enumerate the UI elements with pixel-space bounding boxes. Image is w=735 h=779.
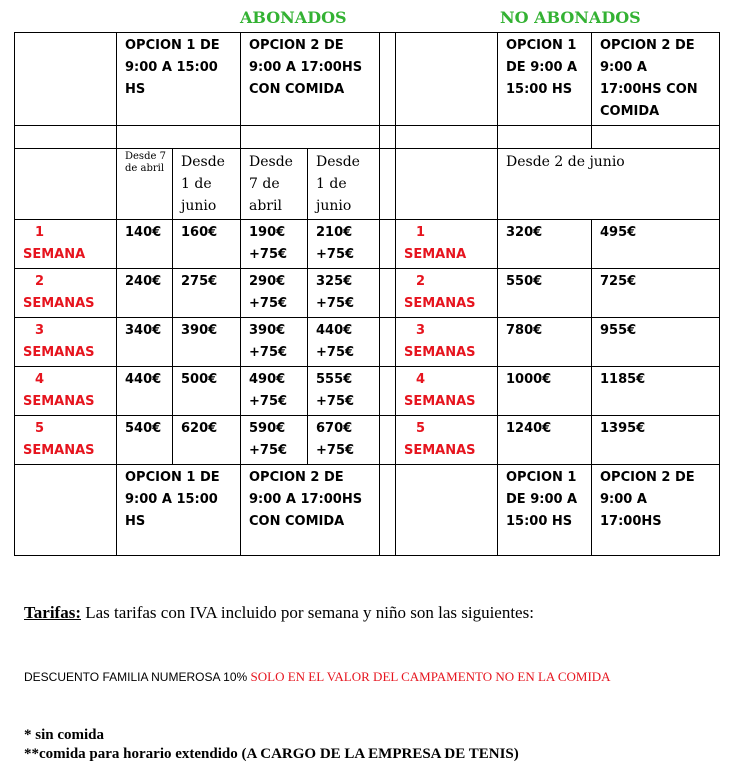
weeks-label: 3 SEMANAS	[15, 318, 117, 367]
note-comida-extendido: **comida para horario extendido (A CARGO DE LA EMPRESA DE TENIS)	[24, 746, 519, 762]
weeks-label: 2 SEMANAS	[15, 269, 117, 318]
price-cell: 320€	[498, 220, 592, 269]
blank-row	[15, 126, 720, 149]
top-header-row	[15, 33, 720, 126]
date-header-abonados-op2-abril: Desde 7 de abril	[241, 149, 308, 220]
separator-cell	[380, 465, 396, 556]
empty-cell	[396, 465, 498, 556]
abonados-option2-header: OPCION 2 DE 9:00 A 17:00HS CON COMIDA	[241, 33, 380, 126]
separator-cell	[380, 149, 396, 220]
abonados-option2-footer: OPCION 2 DE 9:00 A 17:00HS CON COMIDA	[241, 465, 380, 556]
tarifas-label: Tarifas:	[24, 603, 81, 622]
table-row	[15, 416, 720, 465]
no-abonados-header: NO ABONADOS	[500, 8, 641, 27]
descuento-paragraph	[24, 668, 714, 686]
separator-cell	[380, 33, 396, 126]
table-row	[15, 269, 720, 318]
price-cell: 290€ +75€	[241, 269, 308, 318]
descuento-bold: DESCUENTO FAMILIA NUMEROSA 10%	[24, 670, 251, 684]
price-cell: 390€ +75€	[241, 318, 308, 367]
price-cell: 240€	[117, 269, 173, 318]
empty-cell	[117, 126, 241, 149]
price-cell: 540€	[117, 416, 173, 465]
separator-cell	[380, 126, 396, 149]
date-header-row	[15, 149, 720, 220]
weeks-label-no-abonados: 2 SEMANAS	[396, 269, 498, 318]
weeks-label-no-abonados: 1 SEMANA	[396, 220, 498, 269]
price-cell: 190€ +75€	[241, 220, 308, 269]
date-header-no-abonados: Desde 2 de junio	[498, 149, 720, 220]
empty-cell	[592, 126, 720, 149]
no-abonados-option2-footer: OPCION 2 DE 9:00 A 17:00HS	[592, 465, 720, 556]
empty-cell	[396, 149, 498, 220]
price-cell: 210€ +75€	[308, 220, 380, 269]
price-cell: 275€	[173, 269, 241, 318]
abonados-option1-footer: OPCION 1 DE 9:00 A 15:00 HS	[117, 465, 241, 556]
weeks-label: 5 SEMANAS	[15, 416, 117, 465]
note-sin-comida: * sin comida	[24, 727, 105, 743]
tarifas-text: Las tarifas con IVA incluido por semana y niño son las siguientes:	[81, 603, 534, 622]
abonados-header: ABONADOS	[240, 8, 347, 27]
price-cell: 325€ +75€	[308, 269, 380, 318]
price-cell: 1185€	[592, 367, 720, 416]
price-cell: 620€	[173, 416, 241, 465]
price-cell: 340€	[117, 318, 173, 367]
empty-cell	[498, 126, 592, 149]
separator-cell	[380, 318, 396, 367]
weeks-label-no-abonados: 4 SEMANAS	[396, 367, 498, 416]
weeks-label: 4 SEMANAS	[15, 367, 117, 416]
price-cell: 440€ +75€	[308, 318, 380, 367]
price-cell: 440€	[117, 367, 173, 416]
descuento-red: SOLO EN EL VALOR DEL CAMPAMENTO NO EN LA COMIDA	[250, 669, 611, 684]
price-cell: 490€ +75€	[241, 367, 308, 416]
separator-cell	[380, 220, 396, 269]
bottom-header-row	[15, 465, 720, 556]
separator-cell	[380, 367, 396, 416]
empty-cell	[396, 126, 498, 149]
separator-cell	[380, 269, 396, 318]
empty-cell	[15, 149, 117, 220]
table-row	[15, 318, 720, 367]
weeks-label-no-abonados: 3 SEMANAS	[396, 318, 498, 367]
price-cell: 550€	[498, 269, 592, 318]
price-cell: 670€ +75€	[308, 416, 380, 465]
empty-cell	[15, 33, 117, 126]
price-cell: 1000€	[498, 367, 592, 416]
tarifas-line	[24, 603, 534, 623]
price-cell: 495€	[592, 220, 720, 269]
empty-cell	[15, 465, 117, 556]
weeks-label: 1 SEMANA	[15, 220, 117, 269]
no-abonados-option1-header: OPCION 1 DE 9:00 A 15:00 HS	[498, 33, 592, 126]
price-cell: 1240€	[498, 416, 592, 465]
price-cell: 955€	[592, 318, 720, 367]
date-header-abonados-op1-abril: Desde 7 de abril	[117, 149, 173, 220]
price-cell: 590€ +75€	[241, 416, 308, 465]
price-cell: 390€	[173, 318, 241, 367]
date-header-abonados-op1-junio: Desde 1 de junio	[173, 149, 241, 220]
price-cell: 555€ +75€	[308, 367, 380, 416]
empty-cell	[241, 126, 380, 149]
price-cell: 725€	[592, 269, 720, 318]
table-row	[15, 367, 720, 416]
no-abonados-option1-footer: OPCION 1 DE 9:00 A 15:00 HS	[498, 465, 592, 556]
empty-cell	[396, 33, 498, 126]
date-header-abonados-op2-junio: Desde 1 de junio	[308, 149, 380, 220]
table-row	[15, 220, 720, 269]
price-cell: 1395€	[592, 416, 720, 465]
separator-cell	[380, 416, 396, 465]
price-cell: 500€	[173, 367, 241, 416]
price-cell: 780€	[498, 318, 592, 367]
price-table	[14, 32, 720, 556]
price-cell: 160€	[173, 220, 241, 269]
no-abonados-option2-header: OPCION 2 DE 9:00 A 17:00HS CON COMIDA	[592, 33, 720, 126]
abonados-option1-header: OPCION 1 DE 9:00 A 15:00 HS	[117, 33, 241, 126]
price-cell: 140€	[117, 220, 173, 269]
weeks-label-no-abonados: 5 SEMANAS	[396, 416, 498, 465]
empty-cell	[15, 126, 117, 149]
